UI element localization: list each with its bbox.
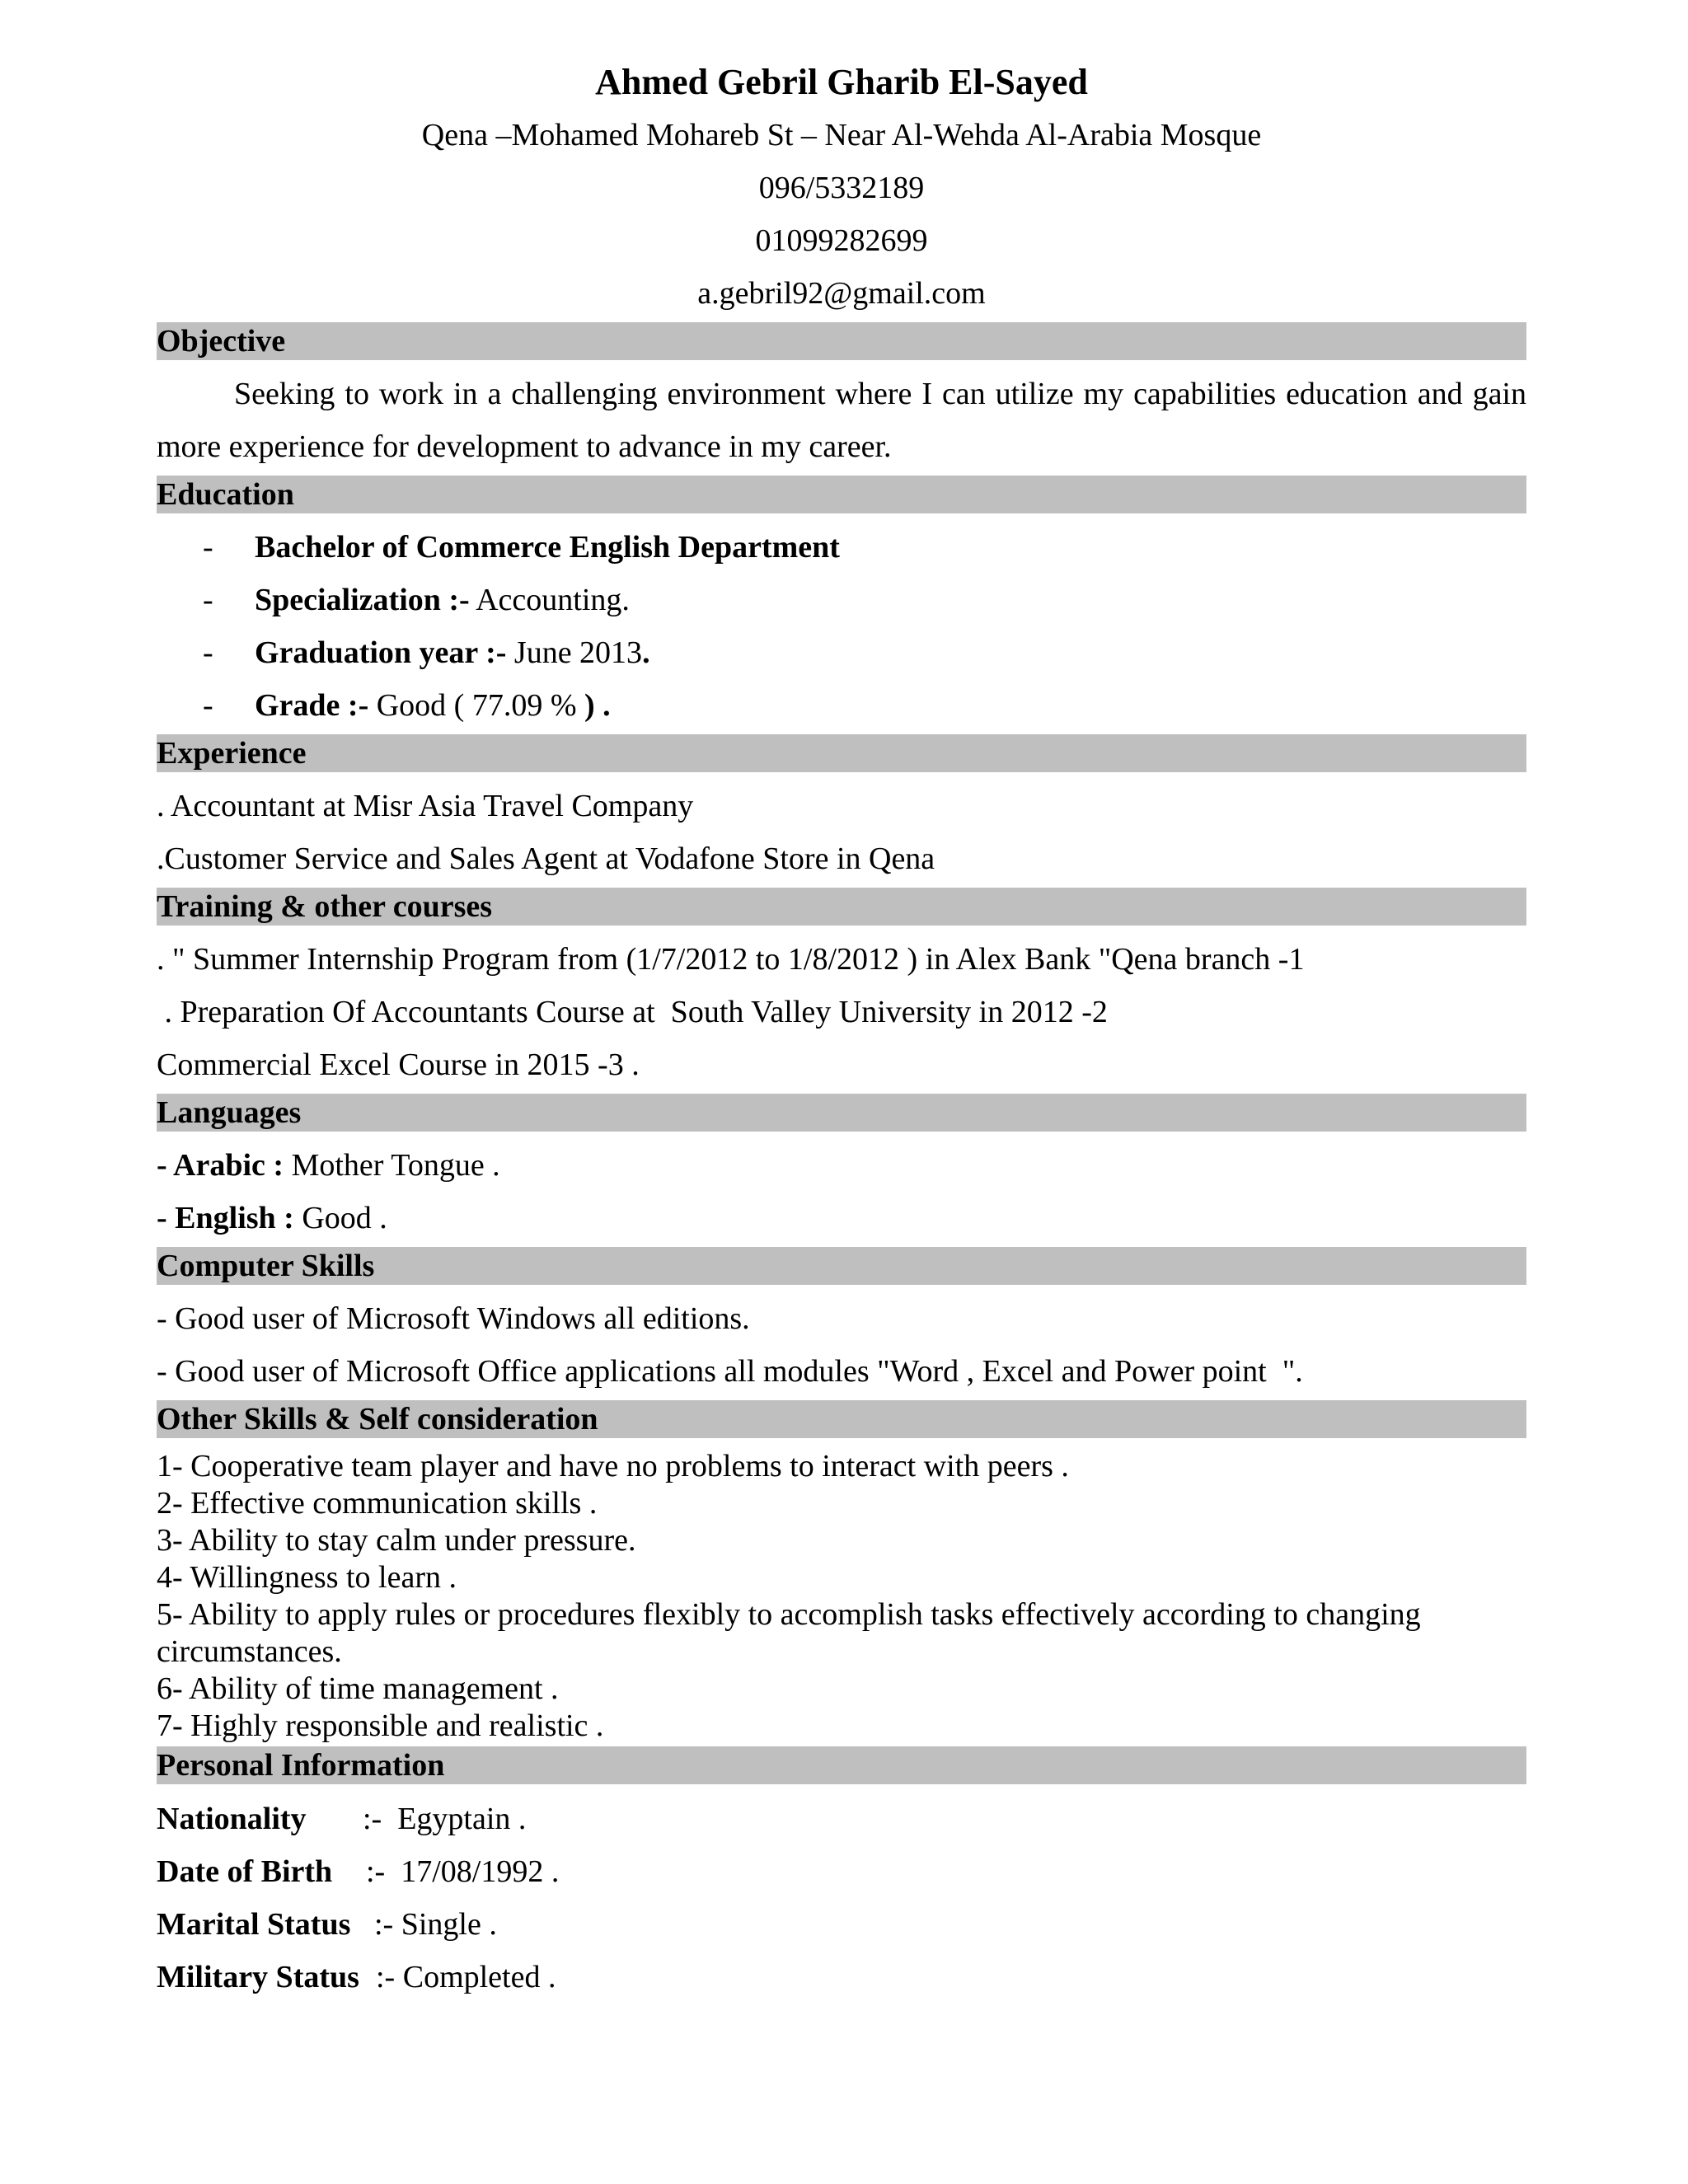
education-value: Good ( 77.09 % bbox=[368, 688, 584, 723]
section-heading-other-skills: Other Skills & Self consideration bbox=[157, 1400, 1526, 1438]
language-item bbox=[157, 1139, 1526, 1192]
list-dash: - bbox=[203, 530, 213, 565]
section-heading-languages: Languages bbox=[157, 1094, 1526, 1132]
other-skill-item: 6- Ability of time management . bbox=[157, 1671, 559, 1706]
section-heading-personal-info: Personal Information bbox=[157, 1746, 1526, 1784]
personal-info-value: Single . bbox=[401, 1907, 497, 1942]
phone-mobile: 01099282699 bbox=[755, 223, 928, 258]
personal-info-separator: :- bbox=[363, 1802, 398, 1836]
section-heading-education: Education bbox=[157, 476, 1526, 513]
experience-item: .Customer Service and Sales Agent at Vodafone Store in Qena bbox=[157, 841, 935, 876]
language-level: Mother Tongue . bbox=[284, 1148, 500, 1183]
email: a.gebril92@gmail.com bbox=[697, 276, 986, 311]
language-label: - English : bbox=[157, 1201, 294, 1235]
section-heading-experience: Experience bbox=[157, 734, 1526, 772]
candidate-name: Ahmed Gebril Gharib El-Sayed bbox=[595, 62, 1088, 102]
other-skills-list bbox=[157, 1448, 1526, 1745]
education-label: Graduation year :- bbox=[255, 635, 507, 670]
other-skill-item: 3- Ability to stay calm under pressure. bbox=[157, 1523, 636, 1558]
training-item: . " Summer Internship Program from (1/7/2012 to 1/8/2012 ) in Alex Bank "Qena branch -1 bbox=[157, 942, 1305, 977]
education-item bbox=[157, 521, 1526, 574]
personal-info-label: Date of Birth bbox=[157, 1854, 333, 1889]
other-skill-item: 1- Cooperative team player and have no problems to interact with peers . bbox=[157, 1449, 1069, 1483]
other-skill-item: 4- Willingness to learn . bbox=[157, 1560, 457, 1595]
education-value: Accounting. bbox=[469, 583, 630, 617]
personal-info-label: Nationality bbox=[157, 1802, 307, 1836]
personal-info-value: 17/08/1992 . bbox=[401, 1854, 560, 1889]
personal-info-list bbox=[157, 1793, 1526, 2004]
computer-skill-item: - Good user of Microsoft Office applications all modules "Word , Excel and Power point ". bbox=[157, 1354, 1303, 1389]
education-tail: ) . bbox=[584, 688, 611, 723]
personal-info-label: Military Status bbox=[157, 1960, 359, 1994]
education-tail: . bbox=[642, 635, 650, 670]
address: Qena –Mohamed Mohareb St – Near Al-Wehda Al-Arabia Mosque bbox=[421, 118, 1262, 152]
personal-info-row bbox=[157, 1845, 1526, 1898]
resume-content bbox=[157, 56, 1526, 2004]
language-label: - Arabic : bbox=[157, 1148, 284, 1183]
phone-landline: 096/5332189 bbox=[758, 171, 925, 205]
experience-item: . Accountant at Misr Asia Travel Company bbox=[157, 789, 694, 823]
personal-info-separator: :- bbox=[366, 1854, 401, 1889]
section-heading-computer-skills: Computer Skills bbox=[157, 1247, 1526, 1285]
education-value: June 2013 bbox=[506, 635, 643, 670]
education-label: Grade :- bbox=[255, 688, 369, 723]
education-item bbox=[157, 679, 1526, 732]
section-heading-objective: Objective bbox=[157, 322, 1526, 360]
training-item: Commercial Excel Course in 2015 -3 . bbox=[157, 1047, 640, 1082]
other-skill-item: 5- Ability to apply rules or procedures flexibly to accomplish tasks effectively according to changing circumstances. bbox=[157, 1597, 1421, 1669]
education-item bbox=[157, 574, 1526, 626]
personal-info-value: Completed . bbox=[402, 1960, 556, 1994]
language-level: Good . bbox=[293, 1201, 387, 1235]
list-dash: - bbox=[203, 688, 213, 723]
personal-info-label: Marital Status bbox=[157, 1907, 351, 1942]
education-label: Specialization :- bbox=[255, 583, 470, 617]
computer-skill-item: - Good user of Microsoft Windows all editions. bbox=[157, 1301, 750, 1336]
section-heading-training: Training & other courses bbox=[157, 888, 1526, 926]
list-dash: - bbox=[203, 635, 213, 670]
language-item bbox=[157, 1192, 1526, 1244]
training-item: . Preparation Of Accountants Course at South Valley University in 2012 -2 bbox=[157, 995, 1108, 1029]
personal-info-row bbox=[157, 1898, 1526, 1951]
education-label: Bachelor of Commerce English Department bbox=[255, 530, 840, 565]
personal-info-separator: :- bbox=[376, 1960, 403, 1994]
list-dash: - bbox=[203, 583, 213, 617]
personal-info-separator: :- bbox=[374, 1907, 401, 1942]
education-list bbox=[157, 521, 1526, 732]
personal-info-row bbox=[157, 1793, 1526, 1845]
other-skill-item: 7- Highly responsible and realistic . bbox=[157, 1708, 604, 1743]
objective-text: Seeking to work in a challenging environment where I can utilize my capabilities education and gain more experience for development to advance in my career. bbox=[157, 377, 1526, 464]
personal-info-value: Egyptain . bbox=[397, 1802, 527, 1836]
education-item bbox=[157, 626, 1526, 679]
other-skill-item: 2- Effective communication skills . bbox=[157, 1486, 598, 1521]
personal-info-row bbox=[157, 1951, 1526, 2004]
